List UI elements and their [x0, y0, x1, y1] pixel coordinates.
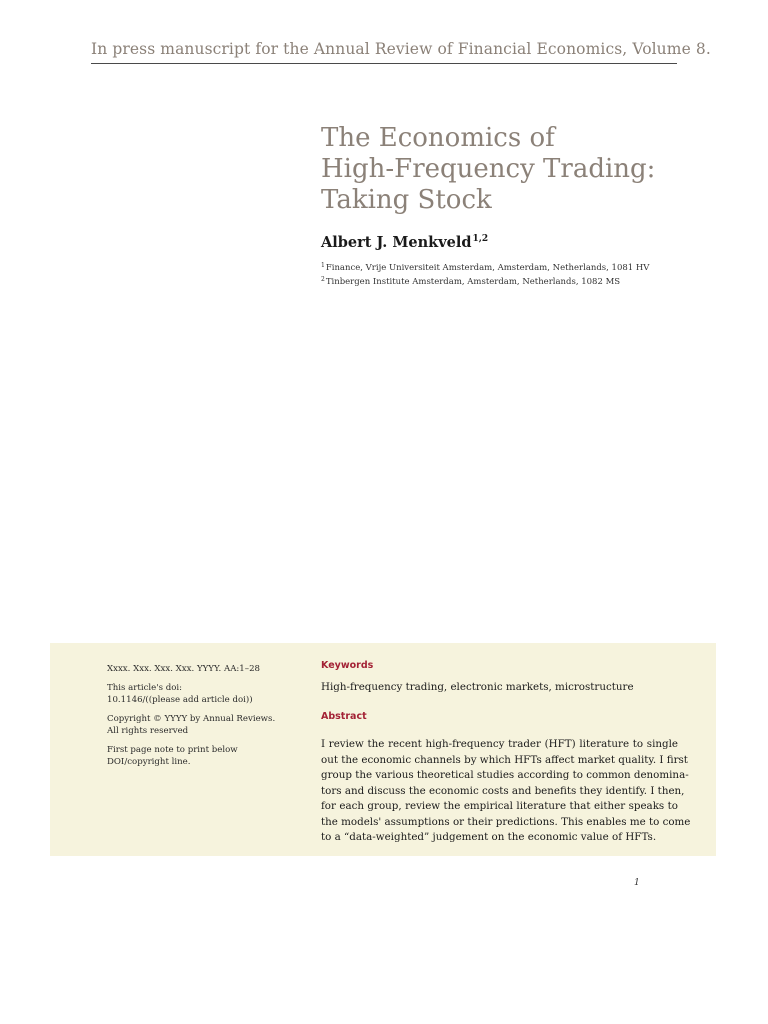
abstract-text: [321, 737, 691, 846]
keywords-text: High-frequency trading, electronic markets, microstructure: [321, 681, 634, 693]
first-page-note: First page note to print below DOI/copyright line.: [107, 745, 238, 767]
affiliation-mark: 2: [321, 276, 325, 283]
running-head: In press manuscript for the Annual Review of Financial Economics, Volume 8.: [91, 40, 677, 64]
affiliation: [321, 260, 649, 274]
author: [321, 234, 488, 251]
title-line: The Economics of: [321, 123, 555, 153]
title-line: High-Frequency Trading:: [321, 154, 656, 184]
copyright: Copyright © YYYY by Annual Reviews. All rights reserved: [107, 714, 276, 736]
affiliation-text: Finance, Vrije Universiteit Amsterdam, Amsterdam, Netherlands, 1081 HV: [325, 263, 650, 273]
page-number: 1: [634, 878, 640, 888]
affiliation-mark: 1: [321, 262, 325, 269]
abstract-line: the models' assumptions or their predictions. This enables me to come: [321, 815, 691, 828]
keywords-heading: Keywords: [321, 660, 374, 671]
citation: Xxxx. Xxx. Xxx. Xxx. YYYY. AA:1–28: [107, 664, 260, 674]
author-affil-marks: 1,2: [472, 234, 489, 244]
abstract-line: to a “data-weighted” judgement on the economic value of HFTs.: [321, 831, 657, 843]
affiliation-text: Tinbergen Institute Amsterdam, Amsterdam, Netherlands, 1082 MS: [325, 277, 621, 287]
abstract-line: tors and discuss the economic costs and benefits they identify. I then,: [321, 784, 685, 797]
front-matter-panel: [50, 643, 716, 856]
affiliations: [321, 260, 649, 288]
abstract-heading: Abstract: [321, 711, 367, 722]
article-title: [321, 123, 721, 216]
affiliation: [321, 274, 649, 288]
abstract-line: I review the recent high-frequency trader (HFT) literature to single: [321, 738, 678, 750]
doi: This article's doi: 10.1146/((please add article doi)): [107, 683, 253, 705]
abstract-line: group the various theoretical studies according to common denomina-: [321, 769, 689, 781]
abstract-line: for each group, review the empirical literature that either speaks to: [321, 800, 678, 812]
title-line: Taking Stock: [321, 185, 492, 215]
article-meta: [107, 663, 307, 775]
abstract-line: out the economic channels by which HFTs affect market quality. I first: [321, 753, 688, 766]
author-name: Albert J. Menkveld: [321, 234, 472, 251]
